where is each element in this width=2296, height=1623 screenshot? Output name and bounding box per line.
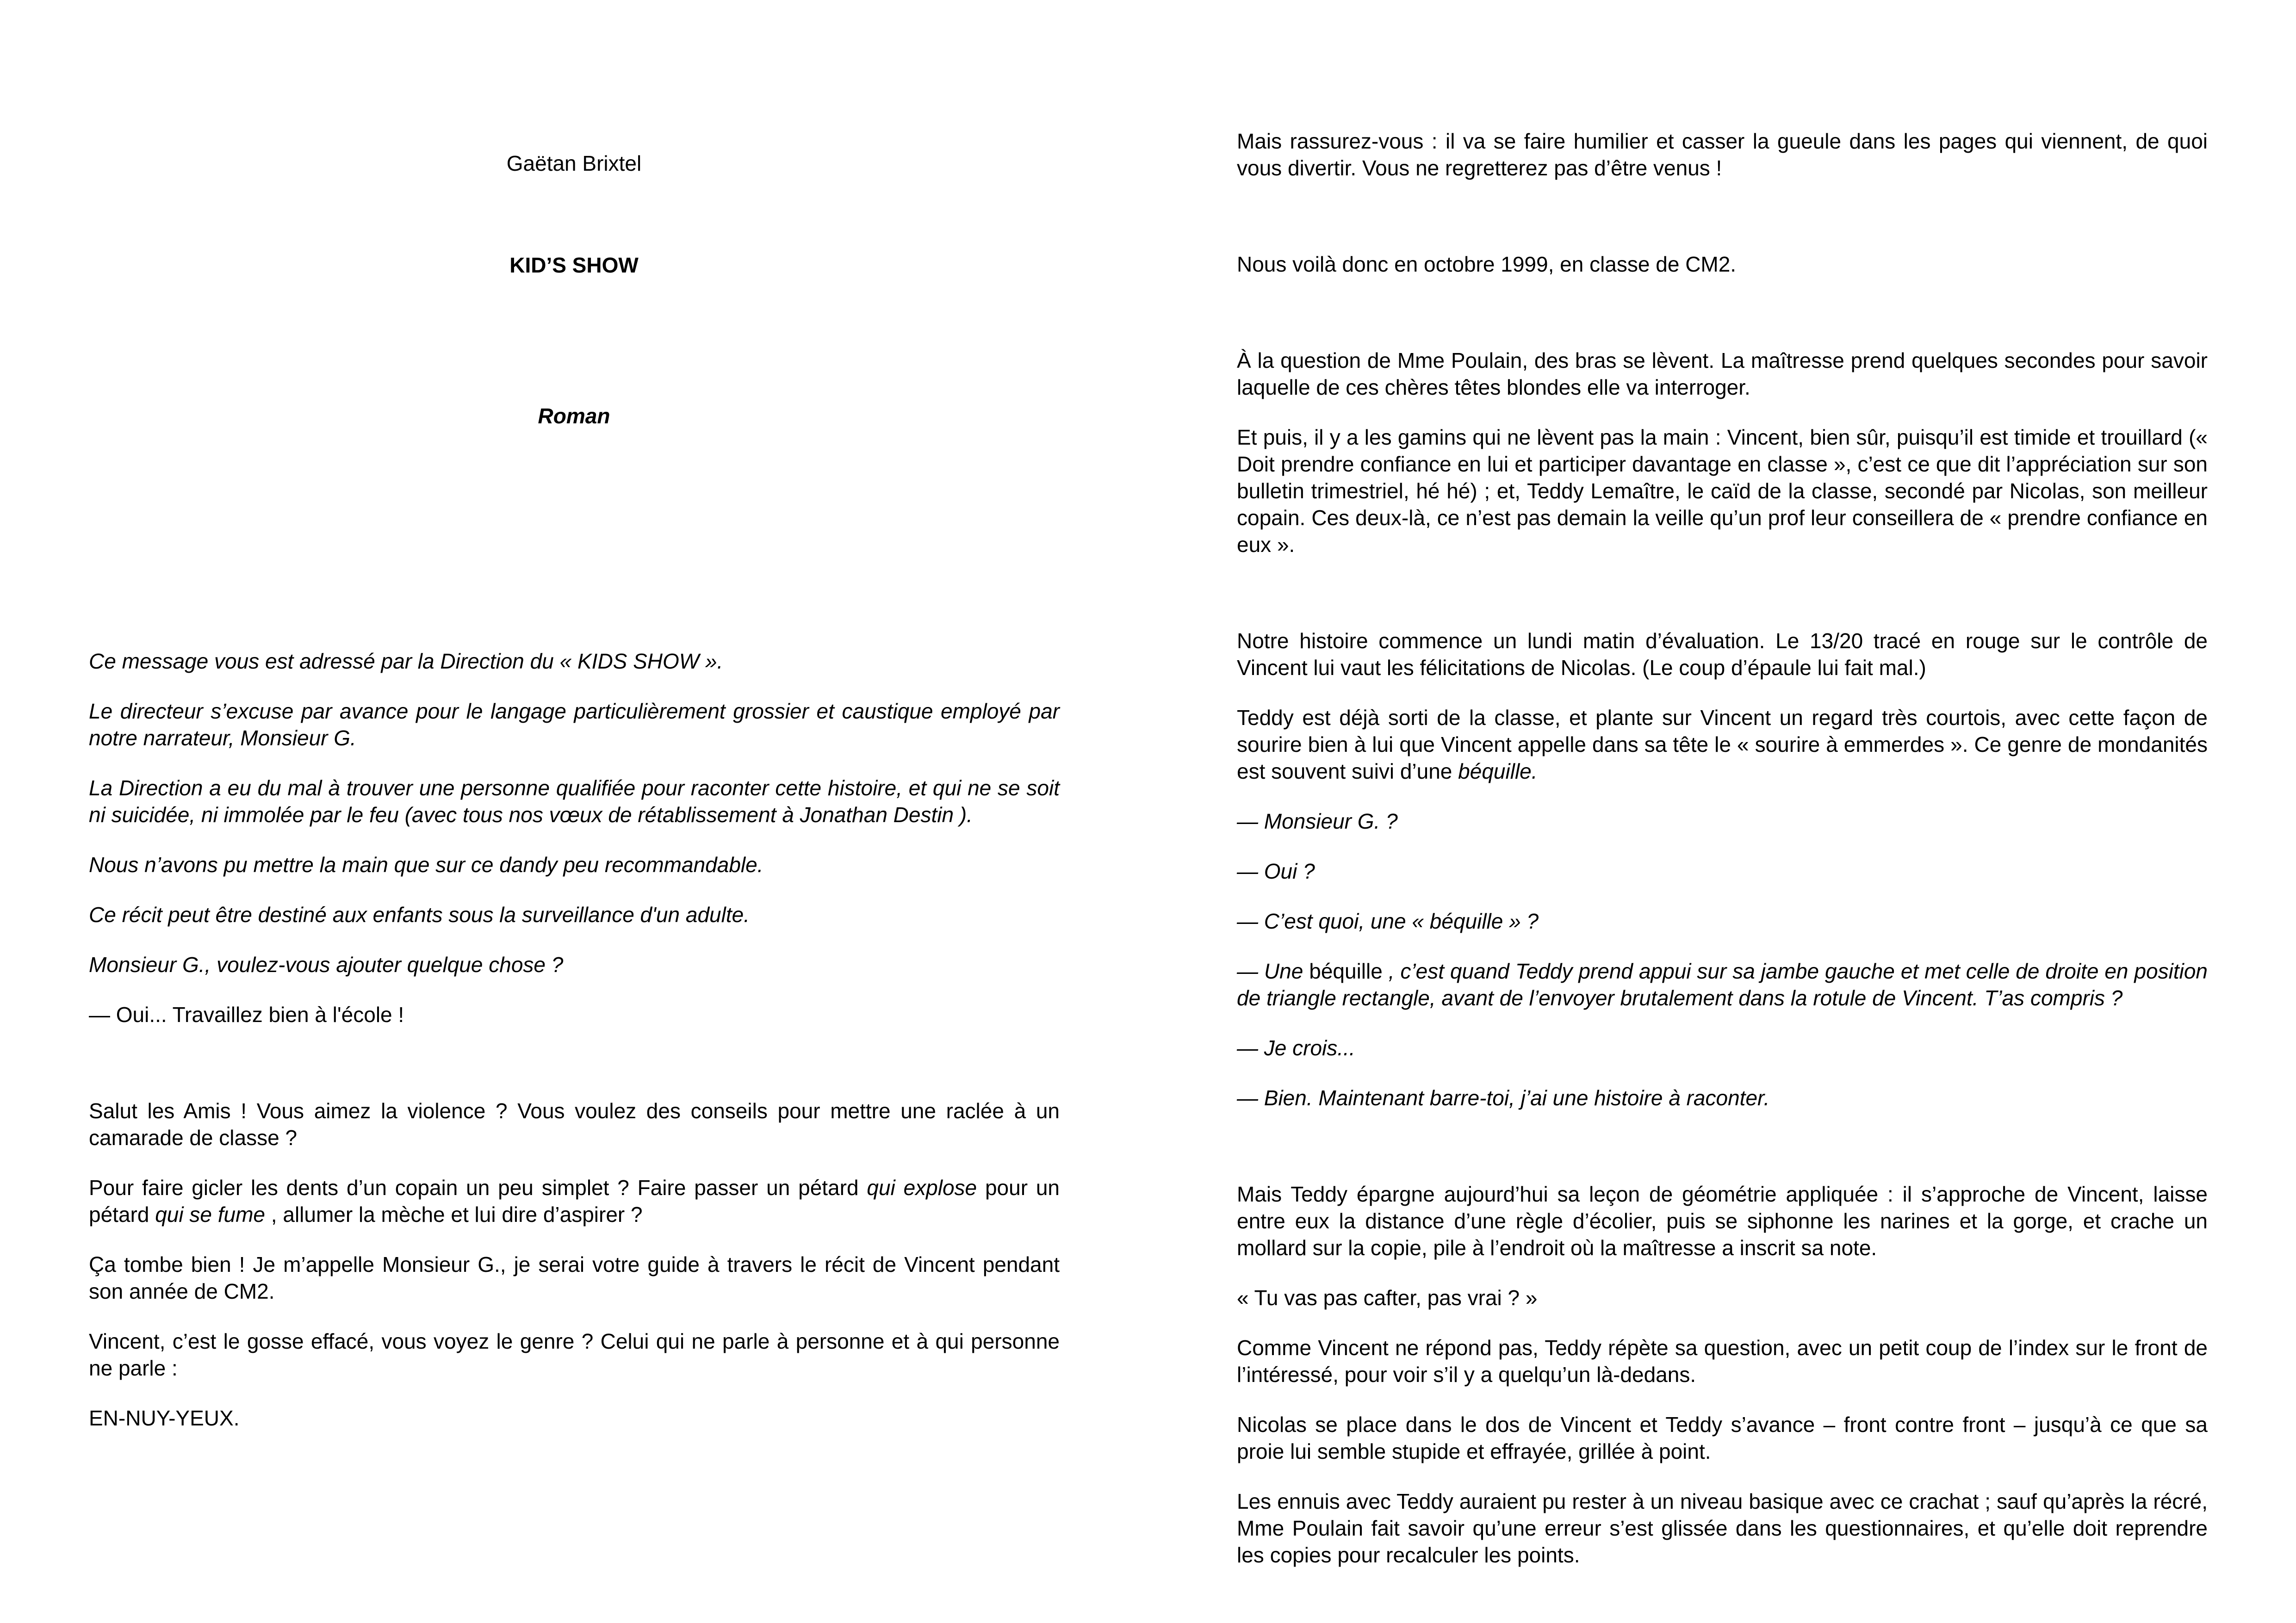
message-paragraph: La Direction a eu du mal à trouver une personne qualifiée pour raconter cette histoire, et qui ne se soit ni suicidée, ni immolée par le feu (avec tous nos vœux de rétablissement à Jonathan Destin ). bbox=[89, 776, 1060, 827]
reply-paragraph: — Oui... Travaillez bien à l'école ! bbox=[89, 1003, 404, 1027]
message-paragraph: Monsieur G., voulez-vous ajouter quelque chose ? bbox=[89, 953, 564, 977]
section-gap bbox=[1237, 1134, 2208, 1181]
story-paragraph: Mais Teddy épargne aujourd’hui sa leçon de géométrie appliquée : il s’approche de Vincent, laisse entre eux la distance d’une règle d’écolier, puis se siphonne les narines et la gorge, et crache un mollard sur la copie, pile à l’endroit où la maîtresse a inscrit sa note. bbox=[1237, 1182, 2208, 1260]
intro-paragraph: Salut les Amis ! Vous aimez la violence ? Vous voulez des conseils pour mettre une raclée à un camarade de classe ? bbox=[89, 1099, 1060, 1150]
story-paragraph: Et puis, il y a les gamins qui ne lèvent pas la main : Vincent, bien sûr, puisqu’il est timide et trouillard (« Doit prendre confiance en lui et participer davantage en classe », c’est ce que dit l’appréciation sur son bulletin trimestriel, hé hé) ; et, Teddy Lemaître, le caïd de la classe, secondé par Nicolas, son meilleur copain. Ces deux-là, ce n’est pas demain la veille qu’un prof leur conseillera de « prendre confiance en eux ». bbox=[1237, 425, 2208, 557]
dialogue-line: — Je crois... bbox=[1237, 1036, 1355, 1060]
intro-paragraph: Vincent, c’est le gosse effacé, vous voyez le genre ? Celui qui ne parle à personne et à qui personne ne parle : bbox=[89, 1329, 1060, 1380]
story-paragraph: Nicolas se place dans le dos de Vincent et Teddy s’avance – front contre front – jusqu’à ce que sa proie lui semble stupide et effrayée, grillée à point. bbox=[1237, 1412, 2208, 1463]
section-gap bbox=[1237, 581, 2208, 627]
story-paragraph bbox=[1237, 704, 2208, 785]
intro-paragraph: Ça tombe bien ! Je m’appelle Monsieur G., je serai votre guide à travers le récit de Vincent pendant son année de CM2. bbox=[89, 1252, 1060, 1303]
section-gap bbox=[1237, 301, 2208, 347]
story-paragraph: « Tu vas pas cafter, pas vrai ? » bbox=[1237, 1286, 1538, 1310]
right-text-column bbox=[1237, 128, 2208, 1592]
story-paragraph: À la question de Mme Poulain, des bras se lèvent. La maîtresse prend quelques secondes pour savoir laquelle de ces chères têtes blondes elle va interroger. bbox=[1237, 348, 2208, 399]
book-genre: Roman bbox=[538, 404, 610, 428]
book-title: KID’S SHOW bbox=[509, 253, 639, 277]
story-paragraph: Nous voilà donc en octobre 1999, en classe de CM2. bbox=[1237, 252, 1737, 276]
text-span: Pour faire gicler les dents d’un copain un peu simplet ? Faire passer un pétard bbox=[89, 1176, 867, 1200]
story-paragraph: Comme Vincent ne répond pas, Teddy répète sa question, avec un petit coup de l’index sur le front de l’intéressé, pour voir s’il y a quelqu’un là-dedans. bbox=[1237, 1336, 2208, 1387]
intro-paragraph: EN-NUY-YEUX. bbox=[89, 1406, 240, 1430]
text-span: , c’est quand Teddy prend appui sur sa jambe gauche et met celle de droite en position de triangle rectangle, avant de l’envoyer brutalement dans la rotule de Vincent. T’as compris ? bbox=[1237, 959, 2208, 1010]
author-name: Gaëtan Brixtel bbox=[506, 151, 642, 175]
dialogue-line: — Oui ? bbox=[1237, 859, 1315, 883]
section-gap bbox=[89, 1051, 1060, 1097]
intro-paragraph bbox=[89, 1174, 1060, 1228]
text-span: — Une bbox=[1237, 959, 1309, 983]
right-page bbox=[1148, 0, 2296, 1623]
dialogue-line bbox=[1237, 958, 2208, 1011]
message-paragraph: Nous n’avons pu mettre la main que sur ce dandy peu recommandable. bbox=[89, 853, 763, 877]
emphasis-span: béquille. bbox=[1458, 759, 1538, 783]
text-span: Teddy est déjà sorti de la classe, et plante sur Vincent un regard très courtois, avec cette façon de sourire bien à lui que Vincent appelle dans sa tête le « sourire à emmerdes ». Ce genre de mondanités est souvent suivi d’une bbox=[1237, 706, 2208, 783]
message-paragraph: Ce message vous est adressé par la Direction du « KIDS SHOW ». bbox=[89, 649, 723, 673]
dialogue-line: — C’est quoi, une « béquille » ? bbox=[1237, 909, 1539, 933]
emphasis-span: qui explose bbox=[867, 1176, 977, 1200]
text-span: , allumer la mèche et lui dire d’aspirer ? bbox=[265, 1202, 643, 1227]
text-span: pour un pétard bbox=[89, 1176, 1060, 1227]
dialogue-line: — Bien. Maintenant barre-toi, j’ai une histoire à raconter. bbox=[1237, 1086, 1770, 1110]
emphasis-span: qui se fume bbox=[155, 1202, 266, 1227]
story-paragraph: Les ennuis avec Teddy auraient pu rester à un niveau basique avec ce crachat ; sauf qu’après la récré, Mme Poulain fait savoir qu’une erreur s’est glissée dans les questionnaires, et qu’elle doit reprendre les copies pour recalculer les points. bbox=[1237, 1489, 2208, 1567]
story-paragraph: Mais rassurez-vous : il va se faire humilier et casser la gueule dans les pages qui viennent, de quoi vous divertir. Vous ne regretterez pas d’être venus ! bbox=[1237, 129, 2208, 180]
section-gap bbox=[1237, 204, 2208, 251]
message-paragraph: Le directeur s’excuse par avance pour le langage particulièrement grossier et caustique employé par notre narrateur, Monsieur G. bbox=[89, 699, 1060, 750]
dialogue-line: — Monsieur G. ? bbox=[1237, 809, 1398, 833]
story-paragraph: Notre histoire commence un lundi matin d’évaluation. Le 13/20 tracé en rouge sur le contrôle de Vincent lui vaut les félicitations de Nicolas. (Le coup d’épaule lui fait mal.) bbox=[1237, 629, 2208, 680]
message-paragraph: Ce récit peut être destiné aux enfants sous la surveillance d'un adulte. bbox=[89, 903, 750, 927]
plain-span: béquille bbox=[1309, 959, 1383, 983]
left-text-column bbox=[89, 648, 1060, 1455]
